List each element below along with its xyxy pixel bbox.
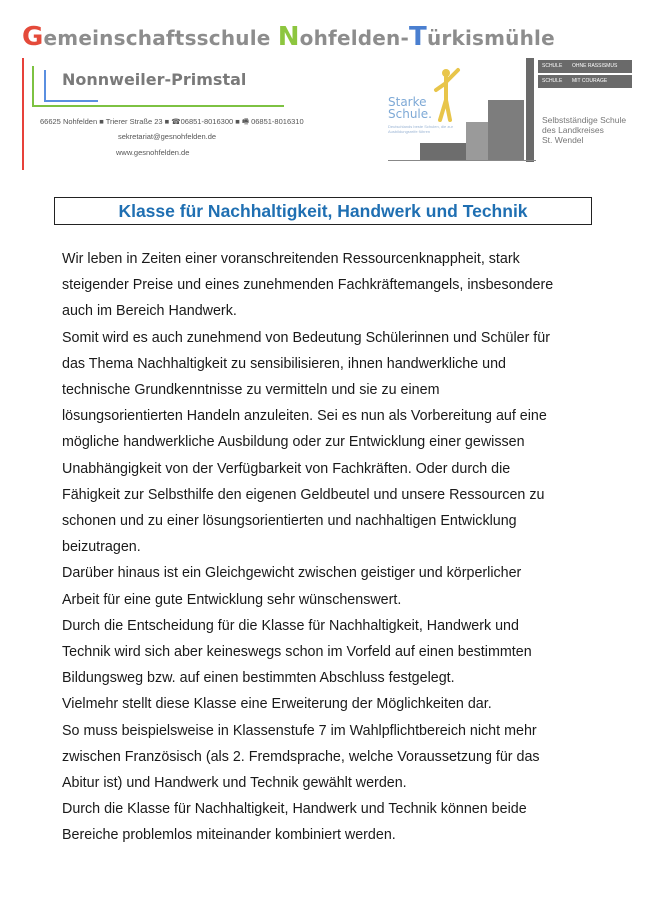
body-line: Technik wird sich aber keineswegs schon im Vorfeld auf einen bestimmten	[62, 644, 532, 660]
stair-step-3	[488, 100, 524, 161]
fax-icon: 🖷	[241, 117, 249, 126]
separator-icon: ■	[99, 117, 106, 126]
badge-schule-ohne-rassismus	[538, 60, 632, 73]
selbststaendige-schule-text	[542, 115, 626, 145]
body-line: So muss beispielsweise in Klassenstufe 7 im Wahlpflichtbereich nicht mehr	[62, 722, 537, 739]
document-heading: Klasse für Nachhaltigkeit, Handwerk und Technik	[54, 197, 592, 225]
school-subtitle: Nonnweiler-Primstal	[62, 70, 247, 89]
selbst-line-2: des Landkreises	[542, 125, 604, 135]
contact-street: Trierer Straße 23	[105, 117, 163, 126]
blue-accent-line-horizontal	[44, 100, 98, 102]
badge-schule-mit-courage	[538, 75, 632, 88]
body-line: Durch die Klasse für Nachhaltigkeit, Handwerk und Technik können beide	[62, 801, 527, 818]
body-line: schonen und zu einer lösungsorientierten und nachhaltigen Entwicklung	[62, 513, 517, 529]
body-line: Arbeit für eine gute Entwicklung sehr wünschenswert.	[62, 591, 402, 608]
body-line: Darüber hinaus ist ein Gleichgewicht zwischen geistiger und körperlicher	[62, 565, 522, 582]
phone-icon: ☎	[171, 117, 181, 126]
starke-line-2: Schule.	[388, 107, 432, 121]
badge-2-right: MIT COURAGE	[572, 78, 608, 84]
body-line: zwischen Französisch (als 2. Fremdsprache, welche Voraussetzung für das	[62, 748, 540, 765]
body-line: steigender Preise und eines zunehmenden Fachkräftemangels, insbesondere	[62, 277, 554, 294]
green-accent-line-vertical	[32, 66, 34, 106]
school-name-rest-1: emeinschaftsschule	[43, 26, 278, 50]
starke-schule-figure-icon	[432, 66, 466, 122]
body-line: technische Grundkenntnisse zu vermitteln und sie zu einem	[62, 382, 440, 398]
school-name-cap-3: T	[409, 22, 427, 52]
body-line: lösungsorientierten Handeln anzuleiten. Sei es nun als Vorbereitung auf eine	[62, 408, 547, 425]
contact-email[interactable]: sekretariat@gesnohfelden.de	[118, 132, 217, 141]
contact-phone: 06851-8016300	[180, 117, 234, 126]
contact-address: 66625 Nohfelden	[40, 117, 98, 126]
stair-step-1	[420, 143, 466, 161]
school-name-rest-3: ürkismühle	[426, 26, 555, 50]
body-line: Abitur ist) und Handwerk und Technik gewählt werden.	[62, 775, 407, 791]
body-line: Fähigkeit zur Selbsthilfe den eigenen Geldbeutel und unsere Ressourcen zu	[62, 486, 545, 503]
stair-step-4	[526, 58, 534, 162]
body-line: das Thema Nachhaltigkeit zu sensibilisieren, ihnen handwerkliche und	[62, 355, 506, 372]
school-name	[22, 22, 555, 52]
separator-icon: ■	[235, 117, 242, 126]
badge-1-left: SCHULE	[542, 63, 563, 69]
red-accent-line	[22, 58, 24, 170]
badge-2-left: SCHULE	[542, 78, 563, 84]
starke-line-1: Starke	[388, 95, 427, 109]
badge-1-right: OHNE RASSISMUS	[572, 63, 618, 69]
starke-schule-logo-text	[388, 96, 432, 120]
school-name-cap-2: N	[277, 22, 300, 52]
body-line: Somit wird es auch zunehmend von Bedeutung Schülerinnen und Schüler für	[62, 329, 550, 346]
body-line: beizutragen.	[62, 539, 141, 556]
contact-fax: 06851-8016310	[251, 117, 304, 126]
contact-address-line	[40, 116, 304, 129]
selbst-line-1: Selbstständige Schule	[542, 115, 627, 125]
body-line: mögliche handwerkliche Ausbildung oder zur Entwicklung einer gewissen	[62, 434, 525, 451]
body-line: Vielmehr stellt diese Klasse eine Erweiterung der Möglichkeiten dar.	[62, 696, 492, 713]
body-line: Unabhängigkeit von der Verfügbarkeit von Fachkräften. Oder durch die	[62, 460, 511, 477]
blue-accent-line-vertical	[44, 70, 46, 102]
school-name-cap-1: G	[22, 22, 44, 52]
body-line: Wir leben in Zeiten einer voranschreitenden Ressourcenknappheit, stark	[62, 251, 520, 267]
starke-schule-tagline: Deutschlands beste Schulen, die zur Ausbildungsreife führen	[388, 124, 453, 134]
green-accent-line-horizontal	[32, 105, 284, 107]
body-line: auch im Bereich Handwerk.	[62, 303, 237, 320]
stair-step-2	[466, 122, 488, 161]
separator-icon: ■	[164, 117, 172, 126]
logo-base-line	[388, 160, 536, 161]
selbst-line-3: St. Wendel	[542, 135, 584, 145]
school-name-rest-2: ohfelden-	[299, 26, 409, 50]
body-line: Bereiche problemlos miteinander kombiniert werden.	[62, 827, 396, 844]
body-line: Bildungsweg bzw. auf einen bestimmten Abschluss festgelegt.	[62, 670, 455, 687]
contact-website[interactable]: www.gesnohfelden.de	[116, 148, 190, 157]
body-line: Durch die Entscheidung für die Klasse für Nachhaltigkeit, Handwerk und	[62, 617, 519, 634]
